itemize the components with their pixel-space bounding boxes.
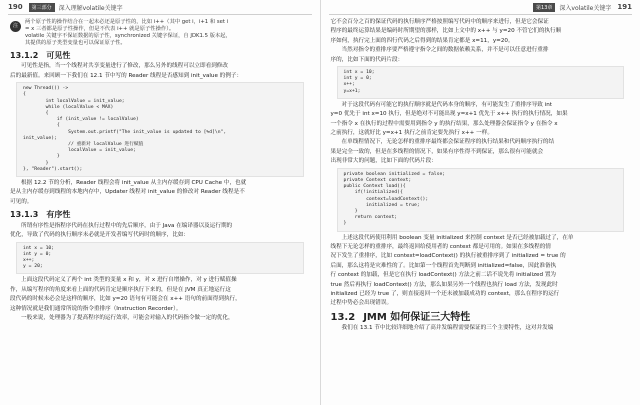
note-text xyxy=(25,19,231,47)
text-line: 所谓有序性是指程序代码在执行过程中的先后顺序，由于 Java 在编译器以及运行期的 xyxy=(21,222,233,229)
text-line: 优化，导致了代码的执行顺序未必就是开发者编写代码时的顺序，比如： xyxy=(10,232,190,239)
paragraph xyxy=(331,19,631,64)
section-title: JMM 如何保证三大特性 xyxy=(363,311,471,323)
text-line: 上述这段代码使用利用 boolean 变量 initialized 来控制 context 是否已经被加载过了，在单 xyxy=(341,234,574,241)
text-line: 后的最新值。来回顾一下我们在 12.1 节中写的 Reader 线程是否感知到 init_value 的例子： xyxy=(10,72,243,79)
text-line: 行 context 的加载，但是它在执行 loadContext() 方法之前二话不说先将 initialized 置为 xyxy=(330,272,557,279)
text-line: 一般来说，处理器为了提高程序的运行效率，可能会对输入的代码指令做一定的优化， xyxy=(21,314,234,321)
paragraph xyxy=(10,277,310,322)
text-line: 序的，比如下面的代码片段： xyxy=(330,56,404,63)
code-line: y=x+1; xyxy=(343,88,361,94)
text-line: 果是完全一致的，但是在多线程的情况下，如果有序性得不到保证，那么很有可能就会 xyxy=(330,148,544,155)
text-line: 况下发生了重排序，比如 context=loadContext() 的执行被重排序到了 initialized = true 的 xyxy=(330,253,566,260)
code-line: int y = 0; xyxy=(23,251,52,257)
text-line: true 然后再执行 loadContext() 方法，那么如果另外一个线程也执行 load 方法，发现此时 xyxy=(330,281,558,288)
code-line: } xyxy=(23,154,60,160)
text-line: 对于这段代码有可能它的执行顺序就是代码本身的顺序，有可能发生了重排序导致 int xyxy=(341,101,552,108)
text-line: 我们在 13.1 节中比较详细地介绍了高并发编程需要保证的三个主要特性，这对并发编 xyxy=(341,325,554,332)
section-title: 可见性 xyxy=(46,51,71,60)
code-line: private Context context; xyxy=(343,177,412,183)
right-page xyxy=(321,0,640,405)
section-title: 有序性 xyxy=(46,210,71,220)
text-line: 可见的。 xyxy=(10,198,33,205)
code-line: } xyxy=(343,221,347,227)
code-line: int y = 0; xyxy=(343,76,372,82)
code-line: context=loadContext(); xyxy=(343,196,429,202)
note-line: volatile 关键字不保证数据的原子性，synchronized 关键字保证，自 JDK1.5 版本起， xyxy=(25,33,231,39)
section-heading-visibility xyxy=(10,52,310,59)
text-line: 序如何，执行完上面的四行代码之后得到的结果肯定都是 x=11，y=20。 xyxy=(330,37,514,44)
section-number: 13.1.2 xyxy=(10,51,39,60)
code-line: x++; xyxy=(23,257,35,263)
section-number: 13.2 xyxy=(330,311,356,323)
code-block-reader xyxy=(16,82,304,177)
right-page-header xyxy=(329,0,633,15)
text-line: 程序的最终运算结果是编码时所期望的那样，比如上文中的 x++ 与 y=20 不管它们的执行顺 xyxy=(330,28,562,35)
text-line: 可见性是指，当一个线程对共享变量进行了修改，那么另外的线程可以立即看到修改 xyxy=(21,63,228,70)
chapter-badge: 第13章 xyxy=(533,3,555,12)
text-line: 作，从编写程序的角度来看上面的代码肯定是顺序执行下来的，但是在 JVM 真正地运行这 xyxy=(10,286,231,293)
code-line: public Context load(){ xyxy=(343,184,406,190)
code-line: return context; xyxy=(343,215,398,221)
section-heading-ordering xyxy=(10,211,310,218)
paragraph xyxy=(10,180,310,206)
text-line: initialized 已经为 true 了，则直接返回一个还未被加载成功的 context，那么在程序的运行 xyxy=(330,290,560,297)
right-page-number: 191 xyxy=(617,3,632,11)
code-line: while (localValue < MAX) xyxy=(23,104,114,110)
code-line: int localValue = init_value; xyxy=(23,98,125,104)
code-block-context xyxy=(337,168,625,232)
code-line: x++; xyxy=(343,82,355,88)
text-line: 后面，那么这将是灾难性的了。比如第一个线程首先判断到 initialized=false，因此准备执 xyxy=(330,262,557,269)
note-box xyxy=(10,19,310,47)
code-line: { xyxy=(23,92,26,98)
code-line: } xyxy=(23,160,49,166)
paragraph xyxy=(10,63,310,80)
code-line: private boolean initialized = false; xyxy=(343,171,446,177)
code-line: // 重新对 localValue 进行赋值 xyxy=(23,142,144,148)
code-line: localValue = init_value; xyxy=(23,148,136,154)
code-line: if (init_value != localValue) xyxy=(23,117,139,123)
code-line: { xyxy=(23,111,49,117)
note-line: 其提供的原子类型变量也可以保证原子性。 xyxy=(25,40,126,46)
text-line: 在单线程情况下，无论怎样的重排序最终都会保证程序的执行结果和代码顺序执行的结 xyxy=(341,139,555,146)
text-line: 段代码的时候未必会是这样的顺序，比如 y=20 语句有可能会在 x++ 语句的前面得到执行， xyxy=(10,296,241,303)
text-line: 线程下无论怎样的重排序，最终返回给使用者的 context 都是可用的。如果在多线程的情 xyxy=(330,243,551,250)
code-line: } xyxy=(343,208,358,214)
left-page-content xyxy=(0,15,320,322)
code-line: initialized = true; xyxy=(343,202,420,208)
text-line: 上面这段代码定义了两个 int 类型的变量 x 和 y，对 x 进行自增操作，对 y 进行赋值操 xyxy=(21,277,237,284)
text-line: 是从主内存缓存到线程的本地内存中，Updater 线程对 init_value 的修改对 Reader 线程是不 xyxy=(10,189,245,196)
note-line: 两个原子性的操作结合在一起未必还是原子性的，比如 i++（其中 get i，i+1 和 set i xyxy=(25,19,229,25)
note-badge-icon: 注 xyxy=(10,21,21,32)
paragraph xyxy=(10,223,310,240)
code-line: int x = 10; xyxy=(23,245,55,251)
part-badge: 第三部分 xyxy=(29,3,55,12)
text-line: 这种情况就是我们通常所说的指令重排序（Instruction Recorder）。 xyxy=(10,305,182,312)
paragraph xyxy=(331,235,631,308)
text-line: 过程中势必会出现错误。 xyxy=(330,300,393,307)
part-title: 深入理解volatile关键字 xyxy=(58,4,123,12)
text-line: 它不会百分之百的保证代码的执行顺序严格按照编写代码中的顺序来进行，但是它会保证 xyxy=(330,19,549,25)
note-line: = x 三者都是原子性操作，但是不代表 i++ 就是原子性操作）。 xyxy=(25,26,175,32)
code-line: System.out.printf("The init_value is updated to [%d]\n", xyxy=(23,129,227,135)
text-line: 出现非常大的问题，比如下面的代码片段： xyxy=(330,158,437,165)
right-page-content xyxy=(321,15,640,333)
code-line: y = 20; xyxy=(23,264,43,270)
code-line: if(!initialized){ xyxy=(343,190,403,196)
code-block-xy xyxy=(16,242,304,275)
code-block-dependency xyxy=(337,66,625,99)
chapter-title: 深入volatile关键字 xyxy=(559,4,612,12)
text-line: 当然对指令的重排序要严格遵守指令之间的数据依赖关系，并不是可以任意进行重排 xyxy=(341,47,549,54)
section-heading-jmm xyxy=(330,311,631,323)
left-page-header xyxy=(8,0,312,15)
left-page-number: 190 xyxy=(8,3,23,11)
section-number: 13.1.3 xyxy=(10,210,39,220)
code-line: int x = 10; xyxy=(343,70,375,76)
text-line: y=0 优先于 int x=10 执行，但是绝对不可能出现 y=x+1 优先于 x++ 执行的执行情况，如果 xyxy=(330,111,568,118)
code-line: { xyxy=(23,123,60,129)
text-line: 之前执行，这就好比 y=x+1 执行之前肯定要先执行 x++ 一样。 xyxy=(330,130,493,137)
code-line: }, "Reader").start(); xyxy=(23,166,83,172)
paragraph xyxy=(331,325,631,332)
code-line: init_value); xyxy=(23,135,57,141)
text-line: 根据 12.2 节的分析，Reader 线程会将 init_value 从主内存缓存到 CPU Cache 中，也就 xyxy=(21,180,247,187)
paragraph xyxy=(331,102,631,166)
code-line: new Thread(() -> xyxy=(23,86,69,92)
text-line: 一个指令 x 在执行的过程中需要用到指令 y 的执行结果，那么处理器会保证指令 y 在指令 x xyxy=(330,120,558,127)
